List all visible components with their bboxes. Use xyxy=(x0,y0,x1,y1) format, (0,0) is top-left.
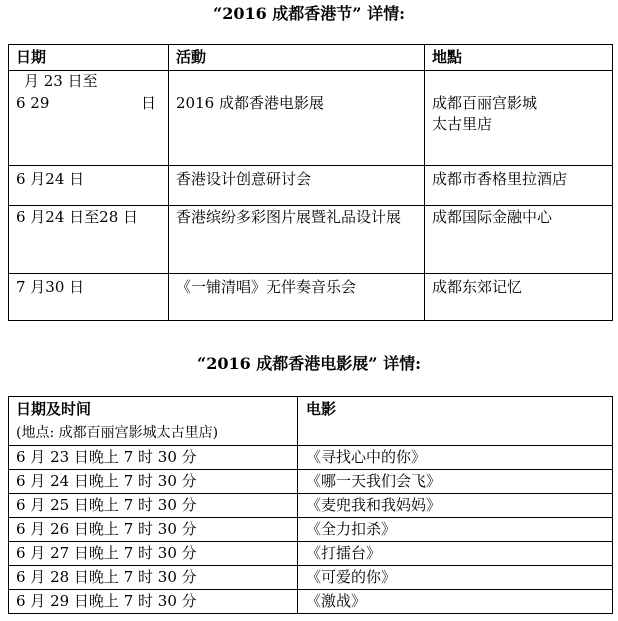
header-venue: 地點 xyxy=(425,45,613,71)
event-date: 6 月24 日 xyxy=(9,166,169,206)
table-row xyxy=(9,542,613,566)
film-title: 《寻找心中的你》 xyxy=(298,446,613,470)
film-schedule-table xyxy=(8,396,613,614)
event-venue: 成都东郊记忆 xyxy=(425,274,613,321)
header-activity: 活動 xyxy=(169,45,425,71)
table-row xyxy=(9,494,613,518)
screening-time: 6 月 23 日晚上 7 时 30 分 xyxy=(9,446,298,470)
film-title: 《激战》 xyxy=(298,590,613,614)
table-row xyxy=(9,566,613,590)
festival-events-table xyxy=(8,44,613,321)
screening-time: 6 月 24 日晚上 7 时 30 分 xyxy=(9,470,298,494)
date-line: 月 23 日至 xyxy=(24,72,98,90)
table-row xyxy=(9,470,613,494)
header-location-note: (地点: 成都百丽宫影城太古里店) xyxy=(16,425,219,441)
event-venue: 成都国际金融中心 xyxy=(425,206,613,274)
venue-line: 成都百丽宫影城 xyxy=(432,94,538,112)
date-line: 日 xyxy=(141,94,157,112)
film-title: 《可爱的你》 xyxy=(298,566,613,590)
event-date xyxy=(9,71,169,166)
header-date: 日期 xyxy=(9,45,169,71)
film-title: 《哪一天我们会飞》 xyxy=(298,470,613,494)
event-activity: 《一铺清唱》无伴奏音乐会 xyxy=(169,274,425,321)
event-activity: 2016 成都香港电影展 xyxy=(169,71,425,166)
event-venue xyxy=(425,71,613,166)
screening-time: 6 月 27 日晚上 7 时 30 分 xyxy=(9,542,298,566)
table-row xyxy=(9,274,613,321)
header-date-time xyxy=(9,397,298,446)
event-venue: 成都市香格里拉酒店 xyxy=(425,166,613,206)
table-row xyxy=(9,166,613,206)
table-row xyxy=(9,206,613,274)
date-line: 6 29 xyxy=(16,94,50,112)
screening-time: 6 月 29 日晚上 7 时 30 分 xyxy=(9,590,298,614)
film-festival-details-title: “2016 成都香港电影展” 详情: xyxy=(197,354,421,373)
event-activity: 香港缤纷多彩图片展暨礼品设计展 xyxy=(169,206,425,274)
festival-details-title: “2016 成都香港节” 详情: xyxy=(213,4,405,23)
table-header-row xyxy=(9,397,613,446)
venue-line: 太古里店 xyxy=(432,115,493,133)
table-row xyxy=(9,71,613,166)
film-title: 《全力扣杀》 xyxy=(298,518,613,542)
header-date-time-label: 日期及时间 xyxy=(16,400,92,418)
screening-time: 6 月 25 日晚上 7 时 30 分 xyxy=(9,494,298,518)
event-date: 6 月24 日至28 日 xyxy=(9,206,169,274)
table-row xyxy=(9,446,613,470)
table-row xyxy=(9,590,613,614)
table-header-row xyxy=(9,45,613,71)
film-title: 《麦兜我和我妈妈》 xyxy=(298,494,613,518)
table-row xyxy=(9,518,613,542)
header-film: 电影 xyxy=(298,397,613,446)
screening-time: 6 月 26 日晚上 7 时 30 分 xyxy=(9,518,298,542)
screening-time: 6 月 28 日晚上 7 时 30 分 xyxy=(9,566,298,590)
event-activity: 香港设计创意研讨会 xyxy=(169,166,425,206)
event-date: 7 月30 日 xyxy=(9,274,169,321)
film-title: 《打擂台》 xyxy=(298,542,613,566)
